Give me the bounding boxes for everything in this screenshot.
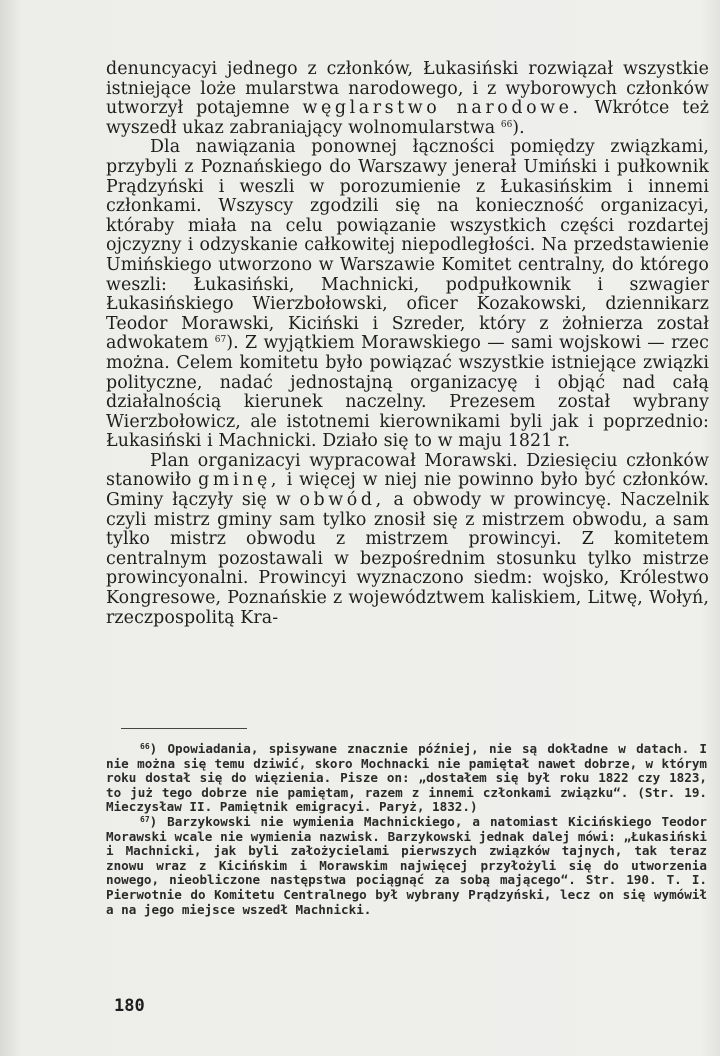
paragraph-1-text-c: ). xyxy=(512,117,525,138)
main-text xyxy=(106,60,709,628)
paragraph-2-text-a: Dla nawiązania ponownej łączności pomiędzy związkami, przybyli z Poznańskiego do Warszawy jenerał Umiński i pułkownik Prądzyński i weszli w porozumienie z Łukasińskim i innemi członkami. Wszyscy zgodzili się na konieczność organizacyi, któraby miała na celu powiązanie wszystkich części rozdartej ojczyzny i odzyskanie całkowitej niepodległości. Na przedstawienie Umińskiego utworzono w Warszawie Komitet centralny, do którego weszli: Łukasiński, Machnicki, podpułkownik i szwagier Łukasińskiego Wierzbołowski, oficer Kozakowski, dziennikarz Teodor Morawski, Kiciński i Szreder, który z żołnierza został adwokatem xyxy=(106,137,709,354)
paragraph-3-text-a: Plan organizacyi wypracował Morawski. Dziesięciu członków stanowiło xyxy=(106,450,709,491)
paragraph-3-text-b: i więcej w niej nie powinno było być członków. Gminy łączyły się w xyxy=(106,470,709,511)
footnote-ref-66: 66 xyxy=(500,119,513,130)
paragraph-3 xyxy=(106,452,709,628)
footnote-divider xyxy=(121,728,247,729)
footnotes xyxy=(106,742,707,917)
paragraph-2-text-b: ). Z wyjątkiem Morawskiego — sami wojskowi — rzec można. Celem komitetu było powiązać wszystkie istniejące związki polityczne, nadać jednostajną organizacyę i objąć nad całą działalnością kierunek naczelny. Prezesem został wybrany Wierzbołowicz, ale istotnemi kierownikami byli jak i poprzednio: Łukasiński i Machnicki. Działo się to w maju 1821 r. xyxy=(106,333,710,452)
footnote-66 xyxy=(106,742,707,815)
footnote-67-number: 67 xyxy=(140,814,150,824)
paragraph-1 xyxy=(106,60,709,138)
spaced-term-weglarstwo: węglarstwo narodowe. xyxy=(302,98,582,119)
spaced-term-obwod: obwód, xyxy=(299,490,385,511)
page-number: 180 xyxy=(114,996,145,1016)
footnote-67-text: ) Barzykowski nie wymienia Machnickiego, a natomiast Kicińskiego Teodor Morawski wcale nie wymienia nazwisk. Barzykowski jednak dalej mówi: „Łukasiński i Machnicki, jak byli założycielami pierwszych związków tajnych, tak teraz znowu wraz z Kicińskim i Morawskim najwięcej przyłożyli się do utworzenia nowego, nieobliczone następstwa pociągnąć za sobą mającego“. Str. 190. T. I. Pierwotnie do Komitetu Centralnego był wybrany Prądzyński, lecz on się wymówił a na jego miejsce wszedł Machnicki. xyxy=(106,813,707,917)
footnote-66-text: ) Opowiadania, spisywane znacznie później, nie są dokładne w datach. I nie można się temu dziwić, skoro Mochnacki nie pamiętał nawet dobrze, w którym roku dostał się do więzienia. Pisze on: „dostałem się był roku 1822 czy 1823, to już tego dobrze nie pamiętam, razem z innemi członkami związku“. (Str. 19. Mieczysław II. Pamiętnik emigracyi. Paryż, 1832.) xyxy=(106,741,707,815)
paragraph-1-text-a: denuncyacyi jednego z członków, Łukasiński rozwiązał wszystkie istniejące loże mularstwa narodowego, i z wyborowych członków utworzył potajemne xyxy=(106,59,709,119)
paragraph-3-text-c: a obwody w prowincyę. Naczelnik czyli mistrz gminy sam tylko znosił się z mistrzem obwodu, a sam tylko mistrz obwodu z mistrzem prowincyi. Z komitetem centralnym pozostawali w bezpośrednim stosunku tylko mistrze prowincyonalni. Prowincyi wyznaczono siedm: wojsko, Królestwo Kongresowe, Poznańskie z województwem kaliskiem, Litwę, Wołyń, rzeczpospolitą Kra- xyxy=(106,490,709,628)
footnote-67 xyxy=(106,815,707,917)
footnote-ref-67: 67 xyxy=(214,335,227,346)
footnote-66-number: 66 xyxy=(140,742,150,751)
spaced-term-gmine: gminę, xyxy=(198,470,280,491)
paragraph-1-text-b: Wkrótce też wyszedł ukaz zabraniający wolnomularstwa xyxy=(106,98,709,138)
paragraph-2 xyxy=(106,138,709,452)
